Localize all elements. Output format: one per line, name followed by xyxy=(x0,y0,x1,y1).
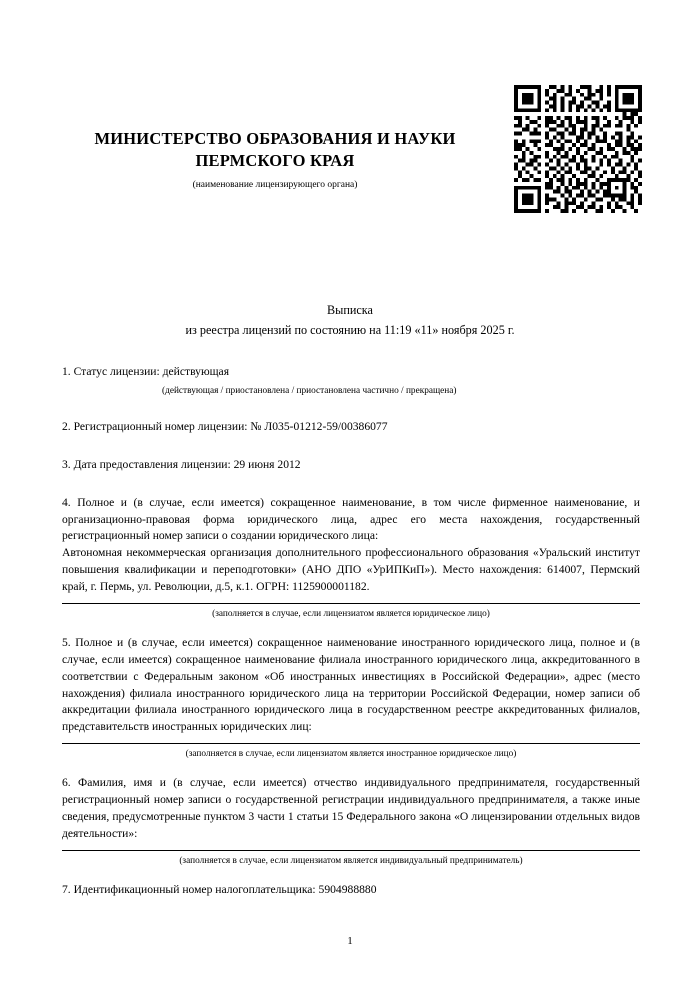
ministry-title: МИНИСТЕРСТВО ОБРАЗОВАНИЯ И НАУКИ ПЕРМСКОГО КРАЯ xyxy=(94,129,456,171)
document-body xyxy=(62,364,640,899)
item-status-caption: (действующая / приостановлена / приостановлена частично / прекращена) xyxy=(162,385,457,396)
divider xyxy=(62,743,640,744)
item-grant-date-text: 3. Дата предоставления лицензии: 29 июня 2012 xyxy=(62,458,301,472)
item-individual-entrepreneur xyxy=(62,775,640,868)
ministry-caption: (наименование лицензирующего органа) xyxy=(192,179,358,190)
doc-kind: Выписка xyxy=(327,303,373,317)
item-legal-entity-caption: (заполняется в случае, если лицензиатом является юридическое лицо) xyxy=(212,608,490,619)
item-individual-entrepreneur-caption: (заполняется в случае, если лицензиатом является индивидуальный предприниматель) xyxy=(179,855,523,866)
item-legal-entity-value: Автономная некоммерческая организация дополнительного профессионального образования «Уральский институт повышения квалификации и переподготовки» (АНО ДПО «УрИПКиП»). Место нахождения: 614007, Пермский край, г. Пермь, ул. Революции, д.5, к.1. ОГРН: 1125900001182. xyxy=(62,546,640,593)
divider xyxy=(62,603,640,604)
item-reg-number-text: 2. Регистрационный номер лицензии: № Л035-01212-59/00386077 xyxy=(62,420,388,434)
qr-code-icon xyxy=(514,85,642,213)
item-inn xyxy=(62,882,640,899)
item-status xyxy=(62,364,640,398)
item-legal-entity-text: 4. Полное и (в случае, если имеется) сокращенное наименование, в том числе фирменное наименование, и организационно-правовая форма юридического лица, адрес его места нахождения, государственный регистрационный номер записи о создании юридического лица: xyxy=(62,495,640,543)
item-foreign-entity xyxy=(62,635,640,761)
document-header xyxy=(60,128,490,190)
item-legal-entity xyxy=(62,495,640,621)
page-number: 1 xyxy=(347,935,353,947)
item-individual-entrepreneur-text: 6. Фамилия, имя и (в случае, если имеется) отчество индивидуального предпринимателя, государственный регистрационный номер записи о государственной регистрации индивидуального предпринимателя, а также иные сведения, предусмотренные пунктом 3 части 1 статьи 15 Федерального закона «О лицензировании отдельных видов деятельности»: xyxy=(62,776,640,840)
doc-subtitle: из реестра лицензий по состоянию на 11:19 «11» ноября 2025 г. xyxy=(185,323,515,338)
item-grant-date xyxy=(62,457,640,474)
document-title-block xyxy=(60,300,640,340)
item-inn-text: 7. Идентификационный номер налогоплательщика: 5904988880 xyxy=(62,883,377,897)
item-status-text: 1. Статус лицензии: действующая xyxy=(62,365,230,378)
item-foreign-entity-caption: (заполняется в случае, если лицензиатом является иностранное юридическое лицо) xyxy=(185,748,517,759)
item-reg-number xyxy=(62,419,640,436)
item-foreign-entity-text: 5. Полное и (в случае, если имеется) сокращенное наименование иностранного юридического лица, полное и (в случае, если имеется) сокращенное наименование филиала иностранного юридического лица, аккредитованного в соответствии с Федеральным законом «Об иностранных инвестициях в Российской Федерации», адрес (место нахождения) филиала иностранного юридического лица на территории Российской Федерации, номер записи об аккредитации филиала иностранного юридического лица в государственном реестре аккредитованных филиалов, представительств иностранных юридических лиц: xyxy=(62,636,640,734)
divider xyxy=(62,850,640,851)
